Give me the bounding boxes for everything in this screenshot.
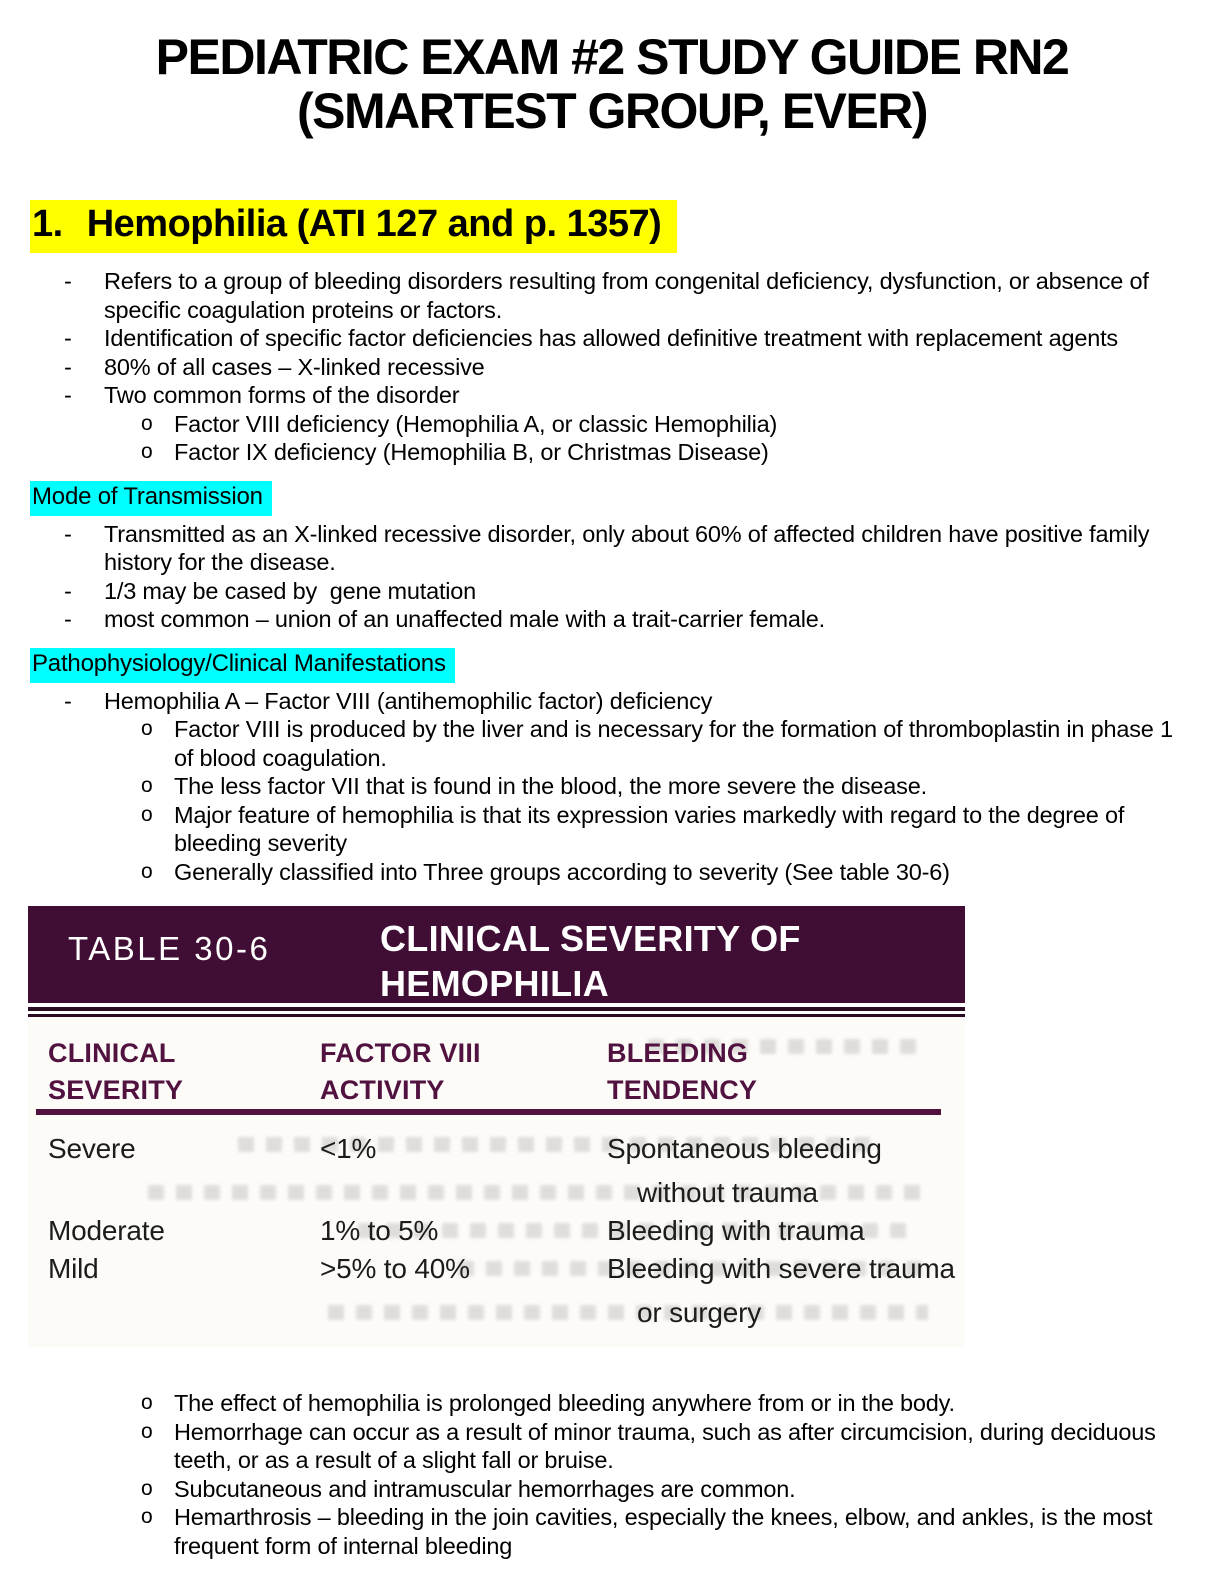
mode-of-transmission-list xyxy=(0,520,1224,634)
table-cell-tendency: Spontaneous bleeding xyxy=(607,1133,882,1164)
document-title xyxy=(0,0,1224,138)
column-header-line: BLEEDING xyxy=(607,1038,749,1068)
bullet-text: The effect of hemophilia is prolonged bleeding anywhere from or in the body. xyxy=(174,1390,955,1416)
pathophysiology-heading-row xyxy=(0,648,1224,683)
circle-bullet-marker: o xyxy=(141,1476,153,1500)
bullet-text: Major feature of hemophilia is that its expression varies markedly with regard to the degree of bleeding severity xyxy=(174,801,1131,856)
table-cell-severity: Moderate xyxy=(48,1215,165,1246)
mode-of-transmission-heading: Mode of Transmission xyxy=(30,481,272,516)
bullet-text: most common – union of an unaffected male with a trait-carrier female. xyxy=(104,606,825,632)
sub-bullet-item xyxy=(0,715,1188,772)
sub-bullet-item xyxy=(0,1389,1188,1418)
dash-bullet-marker: - xyxy=(64,325,72,351)
table-30-6-figure xyxy=(28,906,965,1347)
table-cell-tendency-continued: without trauma xyxy=(637,1177,818,1208)
bullet-item xyxy=(0,381,1188,410)
intro-bullet-list xyxy=(0,267,1224,467)
table-figure-title xyxy=(380,916,801,1006)
table-figure-label: TABLE 30-6 xyxy=(68,930,271,967)
bullet-text: Transmitted as an X-linked recessive disorder, only about 60% of affected children have positive family history for the disease. xyxy=(104,520,1156,575)
bullet-text: The less factor VII that is found in the blood, the more severe the disease. xyxy=(174,773,927,799)
column-header-factor-viii-activity xyxy=(320,1035,481,1109)
circle-bullet-marker: o xyxy=(141,411,153,435)
table-cell-activity: 1% to 5% xyxy=(320,1215,439,1246)
bullet-text: 1/3 may be cased by gene mutation xyxy=(104,577,477,604)
dash-bullet-marker: - xyxy=(64,520,72,547)
bullet-item xyxy=(0,520,1188,577)
closing-bullet-list xyxy=(0,1389,1224,1560)
bullet-item xyxy=(0,687,1188,716)
dash-bullet-marker: - xyxy=(64,353,72,380)
table-cell-tendency-continued: or surgery xyxy=(637,1297,762,1328)
table-cell-tendency: Bleeding with trauma xyxy=(607,1215,865,1246)
sub-bullet-item xyxy=(0,801,1188,858)
column-header-line: FACTOR VIII xyxy=(320,1038,481,1068)
table-cell-activity: >5% to 40% xyxy=(320,1253,470,1284)
bullet-text: Hemarthrosis – bleeding in the join cavities, especially the knees, elbow, and ankles, is the most frequent form of internal bleeding xyxy=(174,1504,1159,1559)
circle-bullet-marker: o xyxy=(141,1391,153,1414)
sub-bullet-item xyxy=(0,1503,1188,1560)
bullet-text: Factor IX deficiency (Hemophilia B, or Christmas Disease) xyxy=(174,439,769,465)
table-figure-title-line-1: CLINICAL SEVERITY OF xyxy=(380,918,801,959)
column-header-line: CLINICAL xyxy=(48,1038,176,1068)
column-header-line: ACTIVITY xyxy=(320,1075,445,1105)
circle-bullet-marker: o xyxy=(141,774,153,797)
table-figure-title-line-2: HEMOPHILIA xyxy=(380,963,610,1004)
document-title-line-2: (SMARTEST GROUP, EVER) xyxy=(296,83,928,139)
table-figure-header-band xyxy=(28,906,965,1003)
bullet-text: Two common forms of the disorder xyxy=(104,382,460,408)
bullet-item xyxy=(0,605,1188,634)
column-header-line: TENDENCY xyxy=(607,1075,758,1105)
bullet-text: Hemorrhage can occur as a result of minor trauma, such as after circumcision, during deciduous teeth, or as a result of a slight fall or bruise. xyxy=(174,1418,1163,1473)
table-cell-activity: <1% xyxy=(320,1133,377,1164)
section-1-title: Hemophilia (ATI 127 and p. 1357) xyxy=(86,203,662,245)
pathophysiology-heading: Pathophysiology/Clinical Manifestations xyxy=(30,648,455,683)
bullet-text: Refers to a group of bleeding disorders resulting from congenital deficiency, dysfunction, or absence of specific coagulation proteins or factors. xyxy=(104,268,1156,323)
dash-bullet-marker: - xyxy=(64,382,72,408)
sub-bullet-item xyxy=(0,772,1188,801)
dash-bullet-marker: - xyxy=(64,606,72,632)
section-1-heading-highlight xyxy=(30,200,677,253)
sub-bullet-item xyxy=(0,1475,1188,1504)
bullet-text: Factor VIII deficiency (Hemophilia A, or classic Hemophilia) xyxy=(174,410,778,437)
circle-bullet-marker: o xyxy=(141,1419,153,1443)
bullet-text: Subcutaneous and intramuscular hemorrhages are common. xyxy=(174,1475,796,1502)
bullet-text: Generally classified into Three groups according to severity (See table 30-6) xyxy=(174,858,950,885)
table-cell-severity: Severe xyxy=(48,1133,136,1164)
table-header-rule xyxy=(36,1109,941,1115)
document-title-line-1: PEDIATRIC EXAM #2 STUDY GUIDE RN2 xyxy=(155,29,1069,85)
bullet-item xyxy=(0,267,1188,324)
bullet-item xyxy=(0,353,1188,382)
table-cell-severity: Mild xyxy=(48,1253,99,1284)
bullet-item xyxy=(0,324,1188,353)
dash-bullet-marker: - xyxy=(64,268,72,294)
section-1-number: 1. xyxy=(32,203,63,245)
column-header-bleeding-tendency xyxy=(607,1035,757,1109)
circle-bullet-marker: o xyxy=(141,802,153,826)
sub-bullet-item xyxy=(0,438,1188,467)
circle-bullet-marker: o xyxy=(141,1505,153,1528)
section-1-heading-row xyxy=(30,200,1224,253)
table-cell-tendency: Bleeding with severe trauma xyxy=(607,1253,955,1284)
mode-of-transmission-heading-row xyxy=(0,481,1224,516)
dash-bullet-marker: - xyxy=(64,577,72,604)
circle-bullet-marker: o xyxy=(141,440,153,463)
table-figure-body xyxy=(28,1017,965,1347)
dash-bullet-marker: - xyxy=(64,687,72,714)
pathophysiology-list xyxy=(0,687,1224,887)
bullet-text: Hemophilia A – Factor VIII (antihemophilic factor) deficiency xyxy=(104,687,713,714)
sub-bullet-item xyxy=(0,410,1188,439)
scan-bleed-artifact xyxy=(328,1305,928,1320)
bullet-text: Factor VIII is produced by the liver and is necessary for the formation of thromboplastin in phase 1 of blood coagulation. xyxy=(174,716,1180,771)
circle-bullet-marker: o xyxy=(141,717,153,740)
sub-bullet-item xyxy=(0,1418,1188,1475)
bullet-text: 80% of all cases – X-linked recessive xyxy=(104,353,485,380)
circle-bullet-marker: o xyxy=(141,859,153,883)
sub-bullet-item xyxy=(0,858,1188,887)
bullet-item xyxy=(0,577,1188,606)
bullet-text: Identification of specific factor deficiencies has allowed definitive treatment with replacement agents xyxy=(104,325,1118,351)
column-header-line: SEVERITY xyxy=(48,1075,184,1105)
column-header-clinical-severity xyxy=(48,1035,183,1109)
